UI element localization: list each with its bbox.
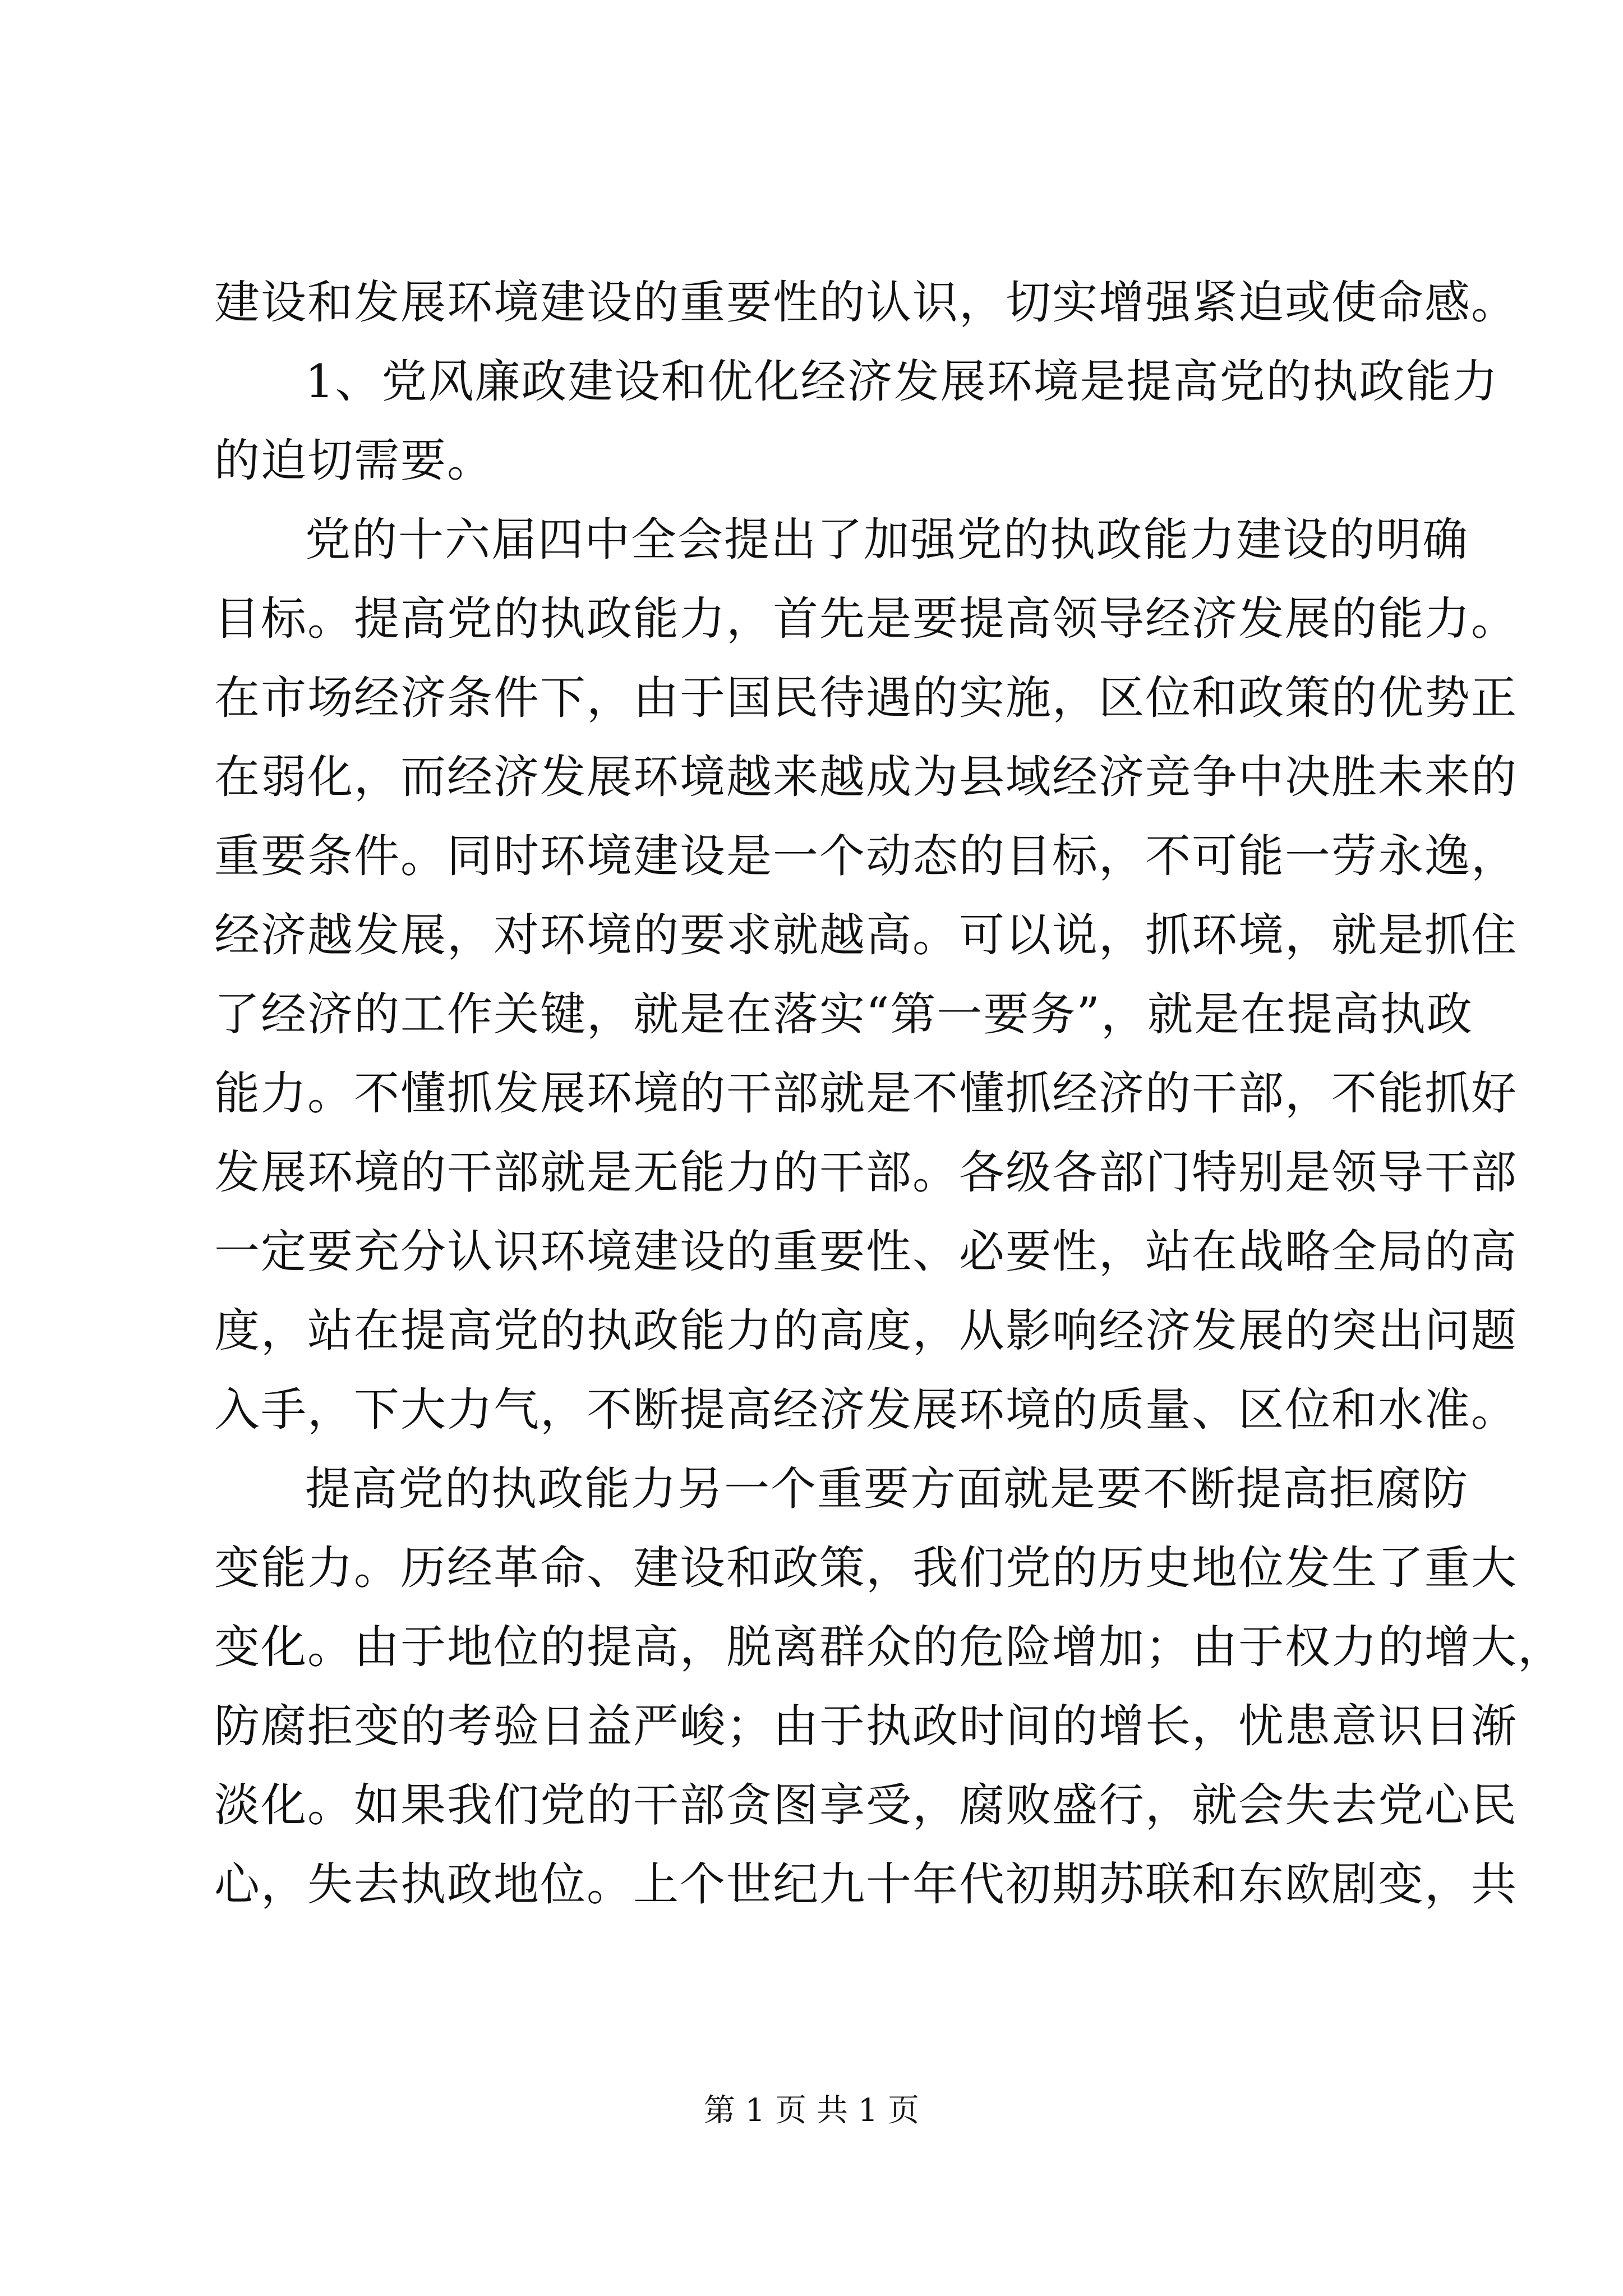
text-line: 变能力。历经革命、建设和政策，我们党的历史地位发生了重大 [214, 1542, 1518, 1595]
text-line: 一定要充分认识环境建设的重要性、必要性，站在战略全局的高 [214, 1226, 1518, 1278]
text-line: 入手，下大力气，不断提高经济发展环境的质量、区位和水准。 [214, 1384, 1518, 1437]
text-line: 经济越发展，对环境的要求就越高。可以说，抓环境，就是抓住 [214, 909, 1518, 962]
page-footer: 第 1 页 共 1 页 [703, 2092, 920, 2129]
text-line: 变化。由于地位的提高，脱离群众的危险增加；由于权力的增大， [214, 1621, 1565, 1674]
text-line: 党的十六届四中全会提出了加强党的执政能力建设的明确 [305, 514, 1469, 567]
text-line: 的迫切需要。 [214, 435, 494, 487]
text-line: 重要条件。同时环境建设是一个动态的目标，不可能一劳永逸， [214, 830, 1518, 883]
text-line: 提高党的执政能力另一个重要方面就是要不断提高拒腐防 [305, 1463, 1469, 1516]
text-line: 在市场经济条件下，由于国民待遇的实施，区位和政策的优势正 [214, 672, 1518, 725]
text-line: 建设和发展环境建设的重要性的认识，切实增强紧迫或使命感。 [214, 277, 1518, 329]
text-line: 防腐拒变的考验日益严峻；由于执政时间的增长，忧患意识日渐 [214, 1700, 1518, 1753]
text-line: 1、党风廉政建设和优化经济发展环境是提高党的执政能力 [305, 356, 1499, 408]
text-line: 心，失去执政地位。上个世纪九十年代初期苏联和东欧剧变，共 [214, 1858, 1518, 1911]
text-line: 在弱化，而经济发展环境越来越成为县域经济竞争中决胜未来的 [214, 751, 1518, 804]
text-line: 目标。提高党的执政能力，首先是要提高领导经济发展的能力。 [214, 593, 1518, 646]
text-line: 了经济的工作关键，就是在落实“第一要务”，就是在提高执政 [214, 988, 1473, 1041]
document-body [214, 264, 1565, 1925]
text-line: 度，站在提高党的执政能力的高度，从影响经济发展的突出问题 [214, 1305, 1518, 1358]
text-line: 淡化。如果我们党的干部贪图享受，腐败盛行，就会失去党心民 [214, 1779, 1518, 1832]
text-line: 能力。不懂抓发展环境的干部就是不懂抓经济的干部，不能抓好 [214, 1068, 1518, 1120]
text-line: 发展环境的干部就是无能力的干部。各级各部门特别是领导干部 [214, 1147, 1518, 1199]
